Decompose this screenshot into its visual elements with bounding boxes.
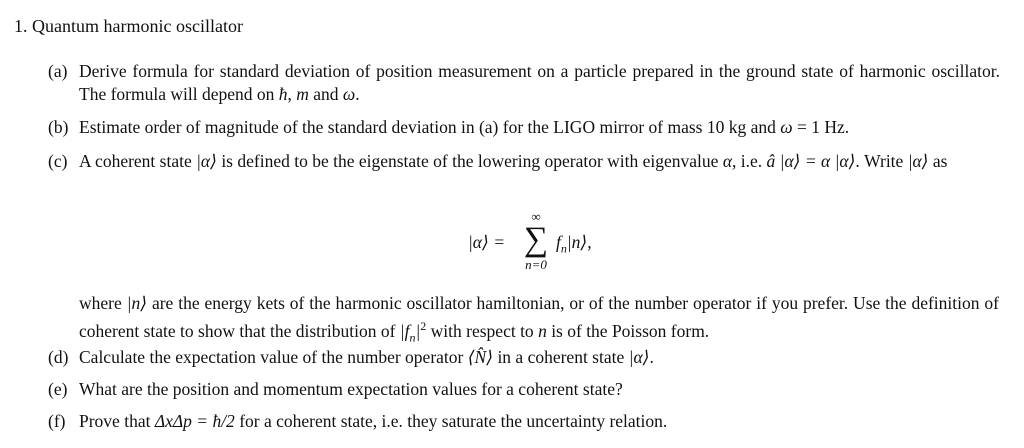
part-d xyxy=(48,346,1000,369)
n-symbol: n xyxy=(538,320,547,341)
alpha-symbol: α xyxy=(722,151,732,171)
part-f-text xyxy=(79,410,1000,433)
part-d-text xyxy=(79,346,1000,369)
part-a-text-start: Derive formula for standard deviation of position measurement on a particle prepared in the ground state of harmonic oscillator. The formula will depend on xyxy=(79,61,1000,104)
equals-sign: = xyxy=(792,117,812,137)
part-c-text xyxy=(79,150,1000,173)
part-d-text-start: Calculate the expectation value of the number operator xyxy=(79,347,468,367)
part-c xyxy=(48,150,1000,173)
part-b-text xyxy=(79,116,1000,139)
part-a-and: and xyxy=(308,84,343,104)
part-c-text-mid2: , i.e. xyxy=(732,151,767,171)
modulus-subscript: n xyxy=(409,330,416,345)
part-f-label: (f) xyxy=(48,411,66,431)
part-e xyxy=(48,378,1000,401)
modulus-exponent: 2 xyxy=(420,319,427,333)
part-f-text-start: Prove that xyxy=(79,411,155,431)
equation-lhs: |α⟩ = xyxy=(468,232,506,252)
alpha-ket: |α⟩ xyxy=(907,151,929,171)
frequency-value: 1 Hz xyxy=(811,117,845,137)
part-c-text-start: A coherent state xyxy=(79,151,197,171)
part-a-sep: , xyxy=(287,84,297,104)
part-c-label: (c) xyxy=(48,151,68,171)
summation-symbol xyxy=(520,210,552,274)
part-c-text-mid: is defined to be the eigenstate of the lowering operator with eigenvalue xyxy=(216,151,723,171)
eigenvalue-equation: â |α⟩ = α |α⟩ xyxy=(766,151,856,171)
coefficient-subscript: n xyxy=(560,241,567,256)
part-a-text xyxy=(79,60,1000,106)
part-c-continuation xyxy=(79,292,999,349)
part-b-text-start: Estimate order of magnitude of the standard deviation in (a) for the LIGO mirror of mass 10 kg and xyxy=(79,117,781,137)
part-a xyxy=(48,60,1000,106)
uncertainty-equation: ΔxΔp = ħ/2 xyxy=(154,411,235,431)
part-c-text-end: . Write xyxy=(855,151,908,171)
n-ket: |n⟩, xyxy=(566,232,592,252)
summation-lower-limit: n=0 xyxy=(525,257,547,272)
hbar-symbol: ħ xyxy=(278,84,288,104)
continuation-text-mid: are the energy kets of the harmonic oscillator hamiltonian, or of the number operator if you prefer. Use the definition of coherent state to show that the distribution of xyxy=(79,293,999,341)
part-e-label: (e) xyxy=(48,379,68,399)
alpha-ket: |α⟩ xyxy=(628,347,650,367)
modulus-close: | xyxy=(415,320,421,341)
part-d-text-mid: in a coherent state xyxy=(493,347,629,367)
part-c-text-end2: as xyxy=(928,151,948,171)
mass-symbol: m xyxy=(296,84,309,104)
modulus-open: |f xyxy=(399,320,410,341)
part-d-text-end: . xyxy=(649,347,654,367)
sigma-symbol: ∑ xyxy=(523,221,549,258)
continuation-text-end: is of the Poisson form. xyxy=(546,320,710,341)
problem-heading: 1. Quantum harmonic oscillator xyxy=(14,16,243,36)
number-operator-expectation: ⟨N̂⟩ xyxy=(467,347,494,367)
n-ket: |n⟩ xyxy=(126,293,148,313)
alpha-ket: |α⟩ xyxy=(196,151,217,171)
part-b-label: (b) xyxy=(48,117,69,137)
continuation-text-start: where xyxy=(79,293,127,313)
omega-symbol: ω xyxy=(342,84,356,104)
summation-upper-limit: ∞ xyxy=(531,209,541,224)
part-e-text: What are the position and momentum expectation values for a coherent state? xyxy=(79,379,623,399)
part-d-label: (d) xyxy=(48,347,69,367)
part-f-text-end: for a coherent state, i.e. they saturate the uncertainty relation. xyxy=(234,411,668,431)
part-f xyxy=(48,410,1000,433)
coefficient-modulus-squared xyxy=(399,319,427,345)
part-a-label: (a) xyxy=(48,61,68,81)
coefficient-f: f xyxy=(556,232,561,252)
equation-rhs xyxy=(556,232,592,257)
part-b xyxy=(48,116,1000,139)
continuation-text-mid2: with respect to xyxy=(426,320,539,341)
coherent-state-expansion xyxy=(468,190,668,280)
part-a-text-end: . xyxy=(355,84,360,104)
omega-symbol: ω xyxy=(780,117,793,137)
part-b-text-end: . xyxy=(844,117,850,137)
